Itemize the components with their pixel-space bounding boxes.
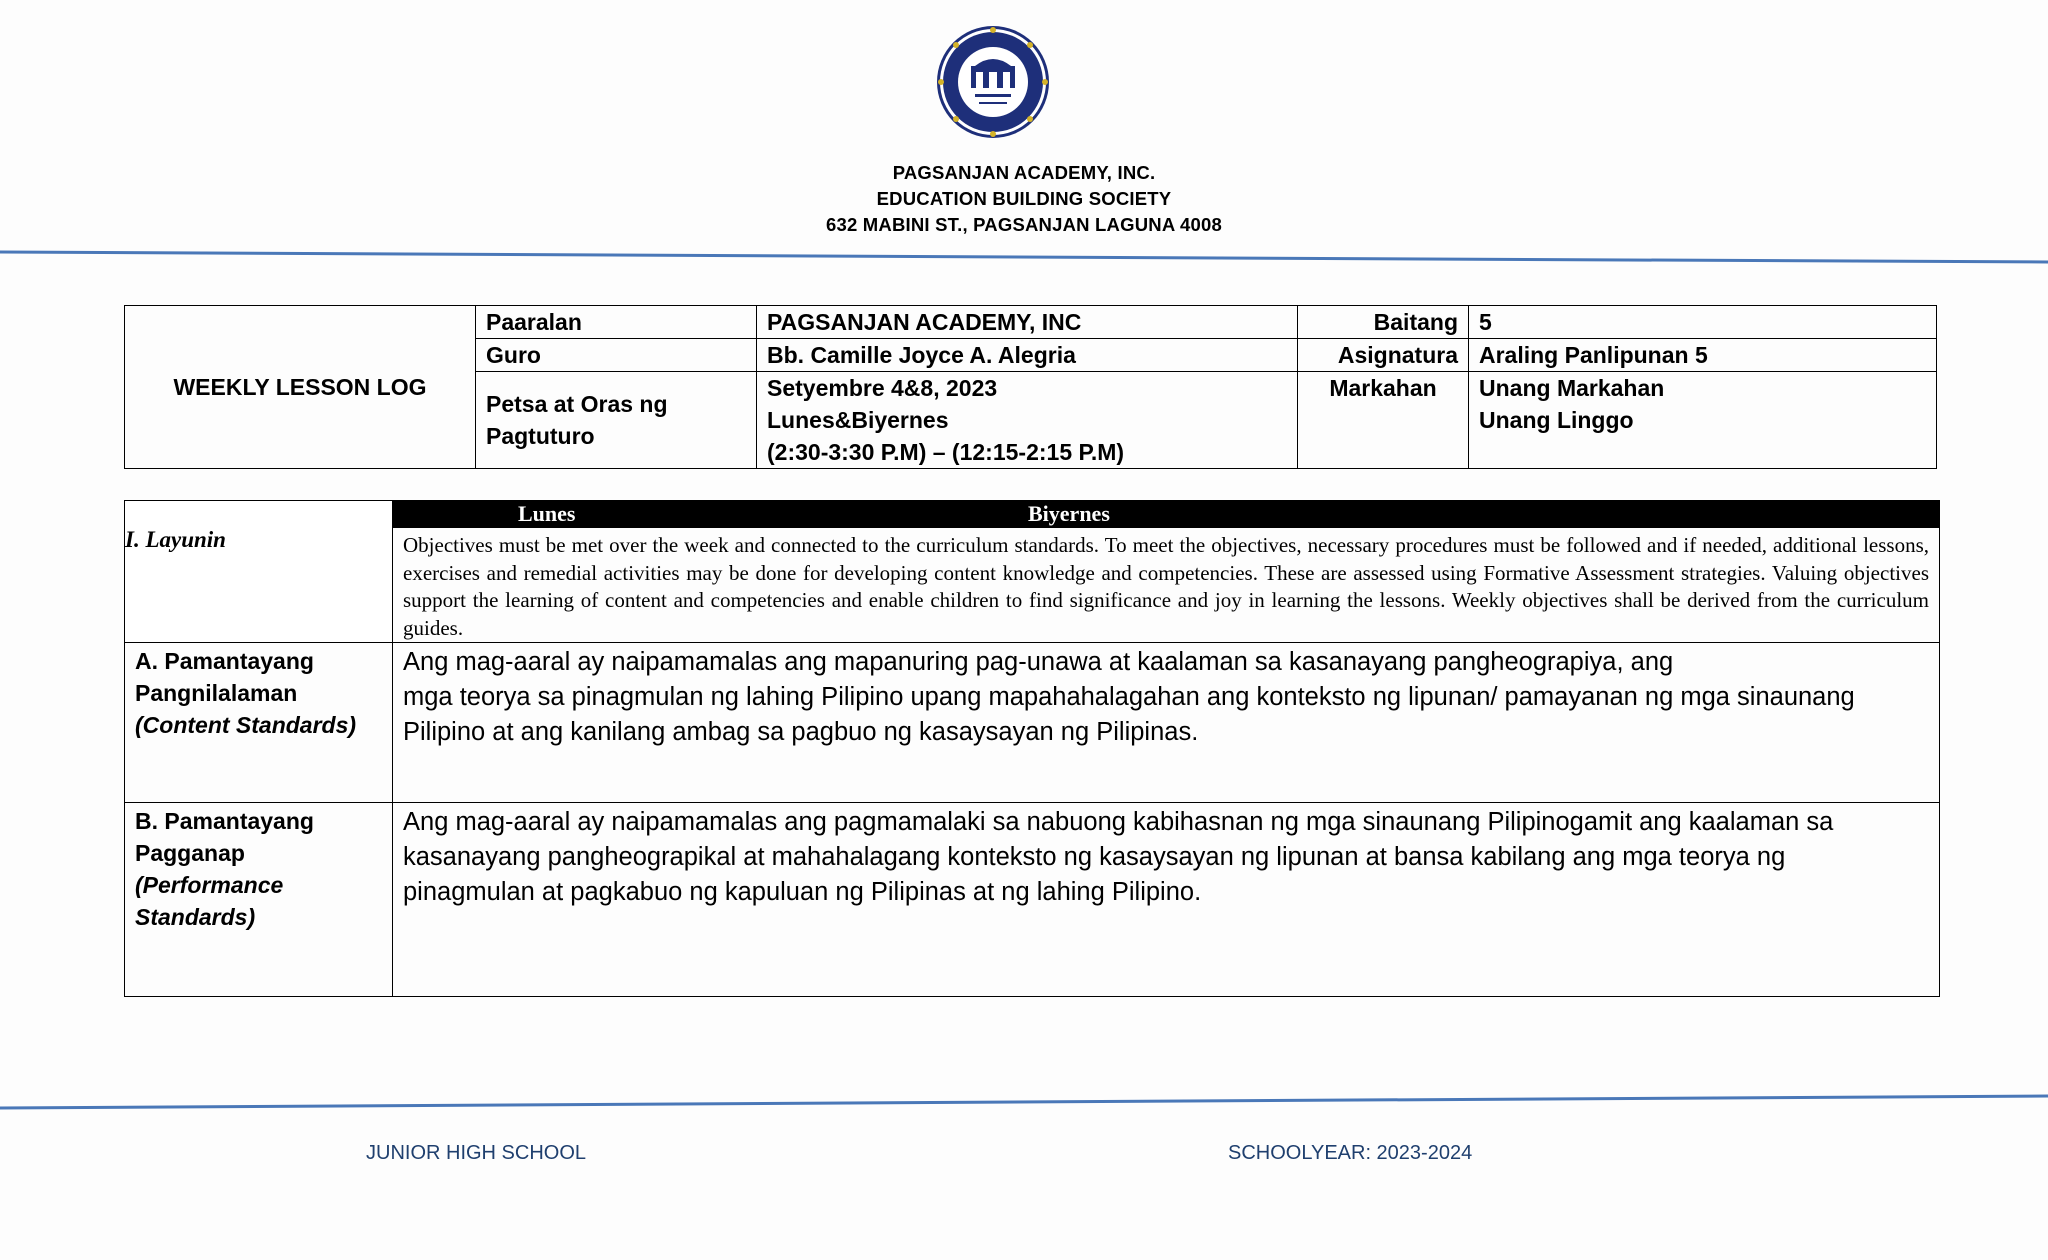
baitang-label: Baitang — [1298, 306, 1469, 339]
performance-standards-text — [393, 803, 1940, 997]
markahan-label: Markahan — [1298, 372, 1469, 469]
petsa-label-line: Petsa at Oras ng — [486, 391, 668, 417]
asignatura-value: Araling Panlipunan 5 — [1469, 339, 1937, 372]
layunin-text: Objectives must be met over the week and connected to the curriculum standards. To meet the objectives, necessary procedures must be followed and if needed, additional lessons, exercises and remedial activities may be done for developing content knowledge and competencies. These are assessed using Formative Assessment strategies. Valuing objectives support the learning of content and competencies and enable children to find significance and joy in learning the lessons. Weekly objectives shall be derived from the curriculum guides. — [393, 528, 1940, 643]
perf-label-line: (Performance — [135, 872, 284, 898]
baitang-value: 5 — [1469, 306, 1937, 339]
petsa-value — [757, 372, 1298, 469]
content-standards-text — [393, 643, 1940, 803]
footer-left: JUNIOR HIGH SCHOOL — [366, 1142, 587, 1164]
paaralan-value: PAGSANJAN ACADEMY, INC — [757, 306, 1298, 339]
markahan-week: Unang Linggo — [1479, 407, 1634, 433]
weekly-lesson-log-title: WEEKLY LESSON LOG — [125, 306, 476, 469]
petsa-days: Lunes&Biyernes — [767, 407, 949, 433]
perf-line: pinagmulan at pagkabuo ng kapuluan ng Pilipinas at ng lahing Pilipino. — [403, 878, 1202, 906]
school-name: PAGSANJAN ACADEMY, INC. — [892, 162, 1156, 183]
footer-divider — [0, 1084, 2048, 1130]
petsa-label — [476, 372, 757, 469]
layunin-label-text: I. Layunin — [125, 527, 226, 552]
guro-label: Guro — [476, 339, 757, 372]
content-line: Pilipino at ang kanilang ambag sa pagbuo ng kasaysayan ng Pilipinas. — [403, 718, 1199, 746]
markahan-value — [1469, 372, 1937, 469]
day-lunes: Lunes — [518, 501, 576, 526]
content-label-line: A. Pamantayang — [135, 648, 314, 674]
content-label-line: Pangnilalaman — [135, 680, 298, 706]
school-society: EDUCATION BUILDING SOCIETY — [876, 188, 1172, 209]
school-header — [0, 160, 2048, 238]
guro-value: Bb. Camille Joyce A. Alegria — [757, 339, 1298, 372]
content-standards-label — [125, 643, 393, 803]
petsa-date: Setyembre 4&8, 2023 — [767, 375, 998, 401]
lesson-info-table — [124, 305, 1937, 469]
perf-label-line: Pagganap — [135, 840, 245, 866]
petsa-label-line: Pagtuturo — [486, 423, 595, 449]
content-line: mga teorya sa pinagmulan ng lahing Pilipino upang mapahahalagahan ang konteksto ng lipunan/ pamayanan ng mga sinaunang — [403, 683, 1855, 711]
performance-standards-label — [125, 803, 393, 997]
school-address: 632 MABINI ST., PAGSANJAN LAGUNA 4008 — [826, 214, 1222, 235]
petsa-time: (2:30-3:30 P.M) – (12:15-2:15 P.M) — [767, 439, 1125, 465]
day-header-row — [393, 501, 1940, 528]
perf-label-line: B. Pamantayang — [135, 808, 314, 834]
perf-label-line: Standards) — [135, 904, 256, 930]
header-divider — [0, 230, 2048, 276]
content-line: Ang mag-aaral ay naipamamalas ang mapanuring pag-unawa at kaalaman sa kasanayang pangheograpiya, ang — [403, 648, 1674, 676]
school-seal-logo — [935, 24, 1051, 140]
perf-line: Ang mag-aaral ay naipamamalas ang pagmamalaki sa nabuong kabihasnan ng mga sinaunang Pilipinogamit ang kaalaman sa — [403, 808, 1834, 836]
day-biyernes: Biyernes — [1028, 501, 1110, 526]
perf-line: kasanayang pangheograpikal at mahahalagang konteksto ng kasaysayan ng lipunan at bansa kabilang ang mga teorya ng — [403, 843, 1786, 871]
content-label-line: (Content Standards) — [135, 712, 357, 738]
markahan-quarter: Unang Markahan — [1479, 375, 1665, 401]
lesson-standards-table — [124, 500, 1940, 997]
asignatura-label: Asignatura — [1298, 339, 1469, 372]
footer-right: SCHOOLYEAR: 2023-2024 — [1228, 1142, 1473, 1164]
paaralan-label: Paaralan — [476, 306, 757, 339]
layunin-label — [125, 501, 393, 643]
